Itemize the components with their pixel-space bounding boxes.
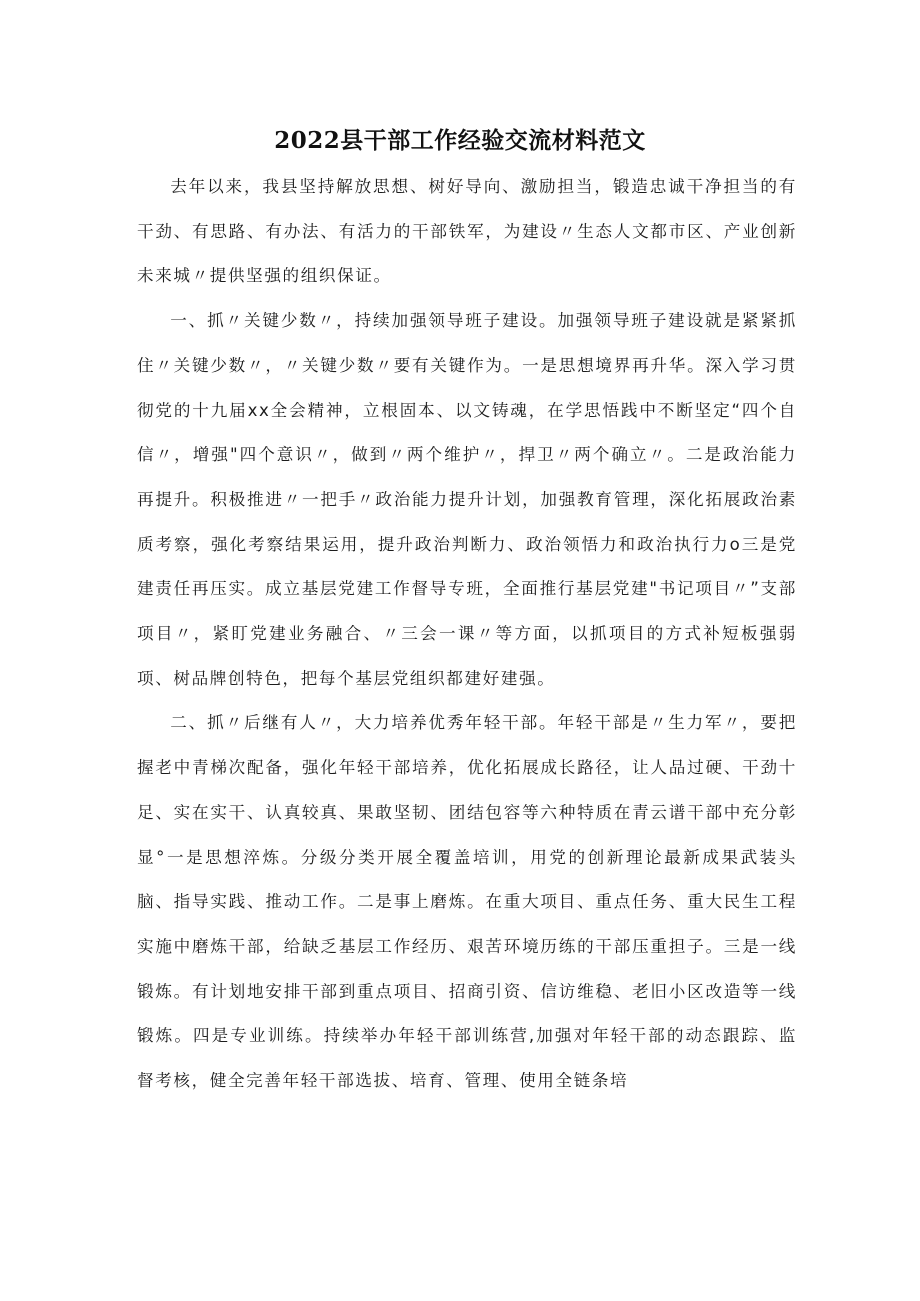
paragraph-section-two: 二、抓〃后继有人〃，大力培养优秀年轻干部。年轻干部是〃生力军〃，要把握老中青梯次配备，强化年轻干部培养，优化拓展成长路径，让人品过硬、干劲十足、实在实干、认真较真、果敢坚韧、团结包容等六种特质在青云谱干部中充分彰显°一是思想淬炼。分级分类开展全覆盖培训，用党的创新理论最新成果武装头脑、指导实践、推动工作。二是事上磨炼。在重大项目、重点任务、重大民生工程实施中磨炼干部，给缺乏基层工作经历、艰苦环境历练的干部压重担子。三是一线锻炼。有计划地安排干部到重点项目、招商引资、信访维稳、老旧小区改造等一线锻炼。四是专业训练。持续举办年轻干部训练营,加强对年轻干部的动态跟踪、监督考核，健全完善年轻干部选拔、培育、管理、使用全链条培 [137, 713, 797, 1091]
document-body [137, 165, 797, 1104]
paragraph-intro: 去年以来，我县坚持解放思想、树好导向、激励担当，锻造忠诚干净担当的有干劲、有思路、有办法、有活力的干部铁军，为建设〃生态人文都市区、产业创新未来城〃提供坚强的组织保证。 [137, 177, 797, 286]
document-title: 2022县干部工作经验交流材料范文 [274, 127, 646, 154]
paragraph-section-one: 一、抓〃关键少数〃，持续加强领导班子建设。加强领导班子建设就是紧紧抓住〃关键少数〃，〃关键少数〃要有关键作为。一是思想境界再升华。深入学习贯彻党的十九届xx全会精神，立根固本、以文铸魂，在学思悟践中不断坚定“四个自信〃，增强"四个意识〃，做到〃两个维护〃，捍卫〃两个确立〃。二是政治能力再提升。积极推进〃一把手〃政治能力提升计划，加强教育管理，深化拓展政治素质考察，强化考察结果运用，提升政治判断力、政治领悟力和政治执行力ο三是党建责任再压实。成立基层党建工作督导专班，全面推行基层党建"书记项目〃”支部项目〃，紧盯党建业务融合、〃三会一课〃等方面，以抓项目的方式补短板强弱项、树品牌创特色，把每个基层党组织都建好建强。 [137, 311, 797, 688]
